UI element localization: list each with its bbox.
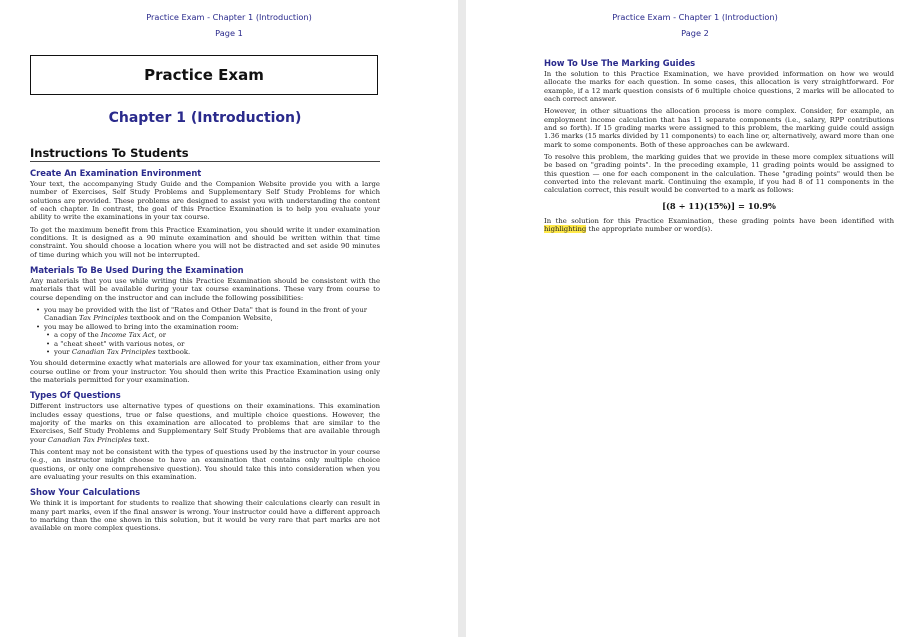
paragraph: To get the maximum benefit from this Practice Examination, you should write it under examination conditions. It is designed as a 90 minute examination and should be written within that time constraint. You should choose a location where you will not be distracted and set aside 90 minutes of time during which you will not be interrupted. — [30, 225, 380, 259]
document-title-box — [30, 55, 378, 95]
page-2-body — [544, 54, 894, 238]
instructions-heading: Instructions To Students — [30, 146, 380, 162]
section-heading-question-types: Types Of Questions — [30, 390, 121, 401]
highlighted-word: highlighting — [544, 225, 587, 234]
paragraph: However, in other situations the allocation process is more complex. Consider, for example, an employment income calculation that has 11 separate components (i.e., salary, RPP contributions and so forth). If 15 grading marks were assigned to this problem, the marking guide could assign 1.36 marks (15 marks divided by 11 components) to each line or, alternatively, award more than one mark to some components. Both of these approaches can be awkward. — [544, 107, 894, 149]
paragraph: In the solution for this Practice Examination, these grading points have been identified with highlighting the appropriate number or word(s). — [544, 216, 894, 234]
section-heading-materials: Materials To Be Used During the Examination — [30, 265, 244, 276]
paragraph: Different instructors use alternative types of questions on their examinations. This examination includes essay questions, true or false questions, and multiple choice questions. However, the majority of the marks on this examination are allocated to problems that are similar to the Exercises, Self Study Problems and Supplementary Self Study Problems that are available through your Canadian Tax Principles text. — [30, 402, 380, 444]
paragraph: We think it is important for students to realize that showing their calculations clearly can result in many part marks, even if the final answer is wrong. Your instructor could have a different approach to marking than the one shown in this solution, but it would be very rare that part marks are not available on more complex questions. — [30, 499, 380, 533]
running-header-title: Practice Exam - Chapter 1 (Introduction) — [146, 12, 312, 22]
page-1 — [0, 0, 458, 637]
list-item: • you may be provided with the list of "Rates and Other Data" that is found in the front of your Canadian Tax Principles textbook and on the Companion Website, — [30, 306, 380, 323]
grading-formula: [(8 ÷ 11)(15%)] = 10.9% — [662, 200, 776, 211]
section-heading-marking-guides: How To Use The Marking Guides — [544, 58, 696, 68]
paragraph: Any materials that you use while writing this Practice Examination should be consistent with the materials that will be available during your tax course examinations. These vary from course to course depending on the instructor and can include the following possibilities: — [30, 277, 380, 302]
list-item: • a "cheat sheet" with various notes, or — [30, 340, 380, 348]
materials-sub-list — [30, 331, 380, 356]
page-number: Page 2 — [681, 28, 709, 38]
paragraph: Your text, the accompanying Study Guide and the Companion Website provide you with a large number of Exercises, Self Study Problems and Supplementary Self Study Problems for which solutions are provided. These problems are designed to assist you with understanding the content of each chapter. In contrast, the goal of this Practice Examination is to help you evaluate your ability to write the examinations in your tax course. — [30, 180, 380, 222]
list-item: • you may be allowed to bring into the examination room: — [30, 323, 380, 331]
page-1-body — [30, 146, 380, 537]
materials-list — [30, 306, 380, 331]
paragraph: This content may not be consistent with the types of questions used by the instructor in your course (e.g., an instructor might choose to have an examination that contains only multiple choice questions, or only one comprehensive question). You should take this into consideration when you are evaluating your results on this examination. — [30, 447, 380, 481]
chapter-title: Chapter 1 (Introduction) — [108, 110, 302, 126]
list-item: • a copy of the Income Tax Act, or — [30, 331, 380, 339]
section-heading-calculations: Show Your Calculations — [30, 487, 141, 498]
page-number: Page 1 — [215, 28, 243, 38]
paragraph: To resolve this problem, the marking guides that we provide in these more complex situations will be based on "grading points". In the preceding example, 11 grading points would be assigned to this question — one for each component in the calculation. These "grading points" would then be converted into the relevant mark. Continuing the example, if you had 8 of 11 components in the calculation correct, this result would be converted to a mark as follows: — [544, 153, 894, 195]
list-item: • your Canadian Tax Principles textbook. — [30, 348, 380, 356]
section-heading-environment: Create An Examination Environment — [30, 168, 202, 178]
page-2 — [466, 0, 924, 637]
document-title: Practice Exam — [144, 66, 264, 84]
paragraph: You should determine exactly what materials are allowed for your tax examination, either from your course outline or from your instructor. You should then write this Practice Examination using only the materials permitted for your examination. — [30, 359, 380, 384]
paragraph: In the solution to this Practice Examination, we have provided information on how we would allocate the marks for each question. In some cases, this allocation is very straightforward. For example, if a 12 mark question consists of 6 multiple choice questions, 2 marks will be allocated to each correct answer. — [544, 70, 894, 104]
running-header-title: Practice Exam - Chapter 1 (Introduction) — [612, 12, 778, 22]
